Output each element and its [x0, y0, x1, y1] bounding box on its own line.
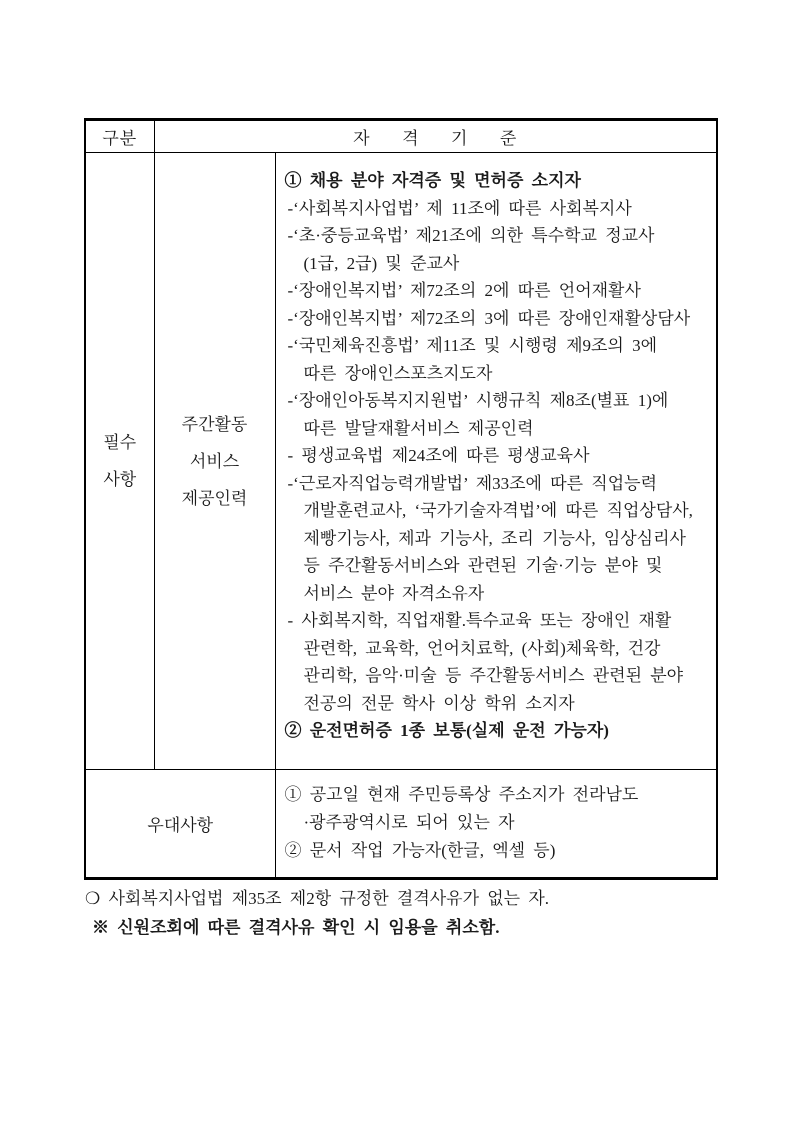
qualification-line: 등 주간활동서비스와 관련된 기술·기능 분야 및 [303, 556, 663, 575]
header-category: 구분 [85, 120, 154, 153]
qualification-line: 따른 발달재활서비스 제공인력 [303, 418, 534, 438]
required-category-line: 사항 [103, 470, 137, 489]
required-role-cell [154, 153, 275, 770]
note-line: ❍ 사회복지사업법 제35조 제2항 규정한 결격사유가 없는 자. [85, 889, 550, 908]
qualification-line: 관련학, 교육학, 언어치료학, (사회)체육학, 건강 [303, 638, 661, 658]
footer-notes [85, 884, 735, 942]
qualification-line: -‘장애인복지법’ 제72조의 3에 따른 장애인재활상담사 [287, 308, 691, 328]
preference-line: ·광주광역시로 되어 있는 자 [303, 813, 515, 832]
qualification-line: -‘사회복지사업법’ 제 11조에 따른 사회복지사 [287, 198, 632, 218]
qualification-line: 전공의 전문 학사 이상 학위 소지자 [303, 693, 575, 713]
preference-line: ② 문서 작업 가능자(한글, 엑셀 등) [284, 841, 556, 860]
required-criteria-cell [275, 153, 717, 770]
qualification-line: 관리학, 음악·미술 등 주간활동서비스 관련된 분야 [303, 666, 684, 685]
required-row [85, 153, 717, 770]
required-category-line: 필수 [103, 433, 137, 452]
required-role-line: 주간활동 [181, 414, 248, 434]
preferred-criteria-cell [275, 770, 717, 879]
note-line: ※ 신원조회에 따른 결격사유 확인 시 임용을 취소함. [92, 918, 500, 937]
qualification-line: 따른 장애인스포츠지도자 [303, 363, 493, 383]
qualification-line: -‘국민체육진흥법’ 제11조 및 시행령 제9조의 3에 [287, 336, 658, 355]
qualification-line: -‘초·중등교육법’ 제21조에 의한 특수학교 정교사 [287, 226, 655, 245]
qualification-line: (1급, 2급) 및 준교사 [303, 253, 460, 273]
qualification-line: - 사회복지학, 직업재활.특수교육 또는 장애인 재활 [287, 611, 672, 630]
qualification-line: - 평생교육법 제24조에 따른 평생교육사 [287, 446, 590, 465]
preferred-row [85, 770, 717, 879]
preferred-category-cell: 우대사항 [85, 770, 275, 879]
required-category-cell [85, 153, 154, 770]
qualification-line: 제빵기능사, 제과 기능사, 조리 기능사, 임상심리사 [303, 528, 686, 548]
preference-line: ① 공고일 현재 주민등록상 주소지가 전라남도 [284, 785, 639, 804]
qualification-line: -‘근로자직업능력개발법’ 제33조에 따른 직업능력 [287, 473, 657, 493]
qualification-line: 개발훈련교사, ‘국가기술자격법’에 따른 직업상담사, [303, 501, 693, 520]
qualification-line: ② 운전면허증 1종 보통(실제 운전 가능자) [284, 721, 609, 740]
qualification-table [84, 118, 718, 880]
required-role-line: 서비스 [189, 451, 240, 471]
qualification-line: ① 채용 분야 자격증 및 면허증 소지자 [284, 171, 581, 190]
qualification-line: 서비스 분야 자격소유자 [303, 583, 485, 603]
required-role-line: 제공인력 [181, 488, 248, 508]
qualification-line: -‘장애인아동복지지원법’ 시행규칙 제8조(별표 1)에 [287, 391, 669, 410]
table-header-row [85, 120, 717, 153]
qualification-line: -‘장애인복지법’ 제72조의 2에 따른 언어재활사 [287, 281, 641, 300]
header-criteria: 자 격 기 준 [154, 120, 717, 153]
